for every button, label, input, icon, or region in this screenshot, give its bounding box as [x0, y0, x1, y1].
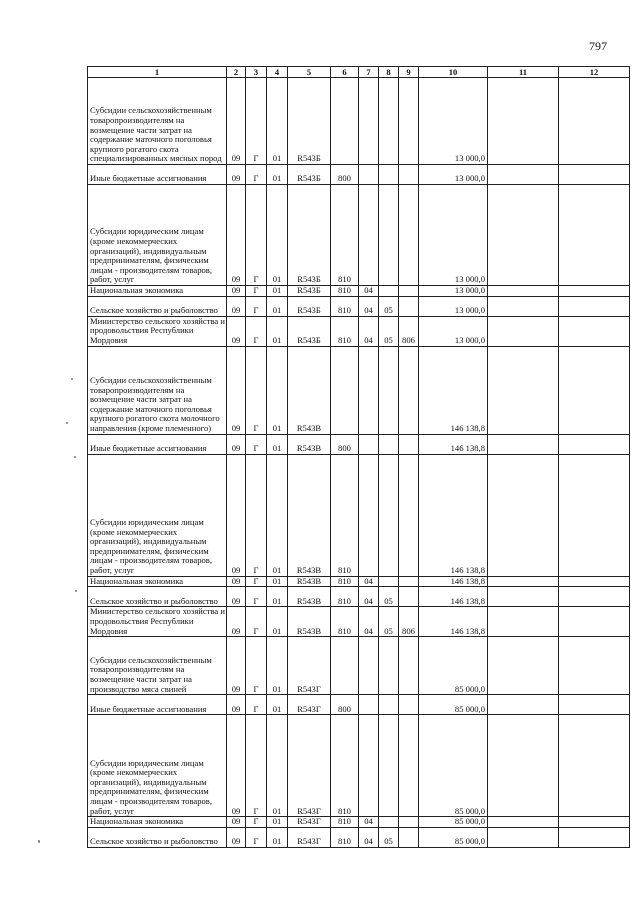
row-description: Национальная экономика [88, 576, 227, 587]
cell-c4: 01 [267, 165, 288, 185]
cell-c4: 01 [267, 637, 288, 695]
cell-c4: 01 [267, 576, 288, 587]
cell-c3: Г [246, 78, 267, 165]
row-description: Субсидии юридическим лицам (кроме некоммерческих организаций), индивидуальным предпринимателям, физическим лицам - производителям товаров, работ, услуг [88, 185, 227, 286]
cell-c9 [399, 296, 419, 316]
cell-c10: 146 138,8 [419, 587, 488, 607]
cell-c9 [399, 346, 419, 434]
cell-c3: Г [246, 346, 267, 434]
cell-c6: 810 [331, 454, 359, 576]
scan-speck [74, 456, 76, 458]
column-header-3: 3 [246, 67, 267, 78]
cell-c4: 01 [267, 827, 288, 847]
cell-c9 [399, 827, 419, 847]
cell-c12 [559, 695, 630, 715]
row-description: Министерство сельского хозяйства и продовольствия Республики Мордовия [88, 607, 227, 637]
cell-c12 [559, 185, 630, 286]
cell-c4: 01 [267, 316, 288, 346]
column-header-4: 4 [267, 67, 288, 78]
cell-c12 [559, 576, 630, 587]
cell-c5: R543Б [288, 296, 331, 316]
cell-c12 [559, 637, 630, 695]
cell-c11 [488, 695, 559, 715]
cell-c2: 09 [227, 637, 246, 695]
cell-c12 [559, 715, 630, 817]
row-description: Министерство сельского хозяйства и продовольствия Республики Мордовия [88, 316, 227, 346]
cell-c12 [559, 434, 630, 454]
table-row [88, 434, 630, 454]
cell-c12 [559, 296, 630, 316]
cell-c11 [488, 715, 559, 817]
cell-c2: 09 [227, 185, 246, 286]
column-header-6: 6 [331, 67, 359, 78]
row-description: Субсидии сельскохозяйственным товаропроизводителям на возмещение части затрат на производство мяса свиней [88, 637, 227, 695]
cell-c4: 01 [267, 607, 288, 637]
cell-c11 [488, 296, 559, 316]
cell-c9 [399, 637, 419, 695]
cell-c11 [488, 165, 559, 185]
cell-c4: 01 [267, 346, 288, 434]
cell-c6: 800 [331, 434, 359, 454]
cell-c4: 01 [267, 817, 288, 828]
cell-c4: 01 [267, 715, 288, 817]
cell-c5: R543Г [288, 827, 331, 847]
table-row [88, 316, 630, 346]
cell-c2: 09 [227, 695, 246, 715]
cell-c7 [359, 637, 379, 695]
cell-c8: 05 [379, 607, 399, 637]
column-header-8: 8 [379, 67, 399, 78]
cell-c11 [488, 346, 559, 434]
cell-c6 [331, 78, 359, 165]
cell-c9 [399, 78, 419, 165]
cell-c9 [399, 286, 419, 297]
cell-c4: 01 [267, 78, 288, 165]
cell-c7: 04 [359, 587, 379, 607]
cell-c2: 09 [227, 587, 246, 607]
scan-speck [38, 840, 40, 843]
cell-c6: 810 [331, 576, 359, 587]
cell-c7 [359, 695, 379, 715]
cell-c8 [379, 185, 399, 286]
cell-c5: R543В [288, 607, 331, 637]
cell-c11 [488, 78, 559, 165]
budget-table [87, 66, 630, 848]
cell-c7: 04 [359, 576, 379, 587]
cell-c9 [399, 185, 419, 286]
cell-c6: 810 [331, 827, 359, 847]
cell-c10: 85 000,0 [419, 695, 488, 715]
cell-c2: 09 [227, 78, 246, 165]
cell-c4: 01 [267, 185, 288, 286]
row-description: Сельское хозяйство и рыболовство [88, 296, 227, 316]
row-description: Субсидии сельскохозяйственным товаропроизводителям на возмещение части затрат на содержание маточного поголовья крупного рогатого скота молочного направления (кроме племенного) [88, 346, 227, 434]
cell-c3: Г [246, 637, 267, 695]
cell-c10: 13 000,0 [419, 78, 488, 165]
row-description: Иные бюджетные ассигнования [88, 434, 227, 454]
table-row [88, 587, 630, 607]
cell-c11 [488, 817, 559, 828]
cell-c3: Г [246, 576, 267, 587]
cell-c6: 810 [331, 185, 359, 286]
cell-c6: 810 [331, 817, 359, 828]
cell-c7 [359, 78, 379, 165]
cell-c8: 05 [379, 316, 399, 346]
cell-c11 [488, 185, 559, 286]
cell-c2: 09 [227, 817, 246, 828]
cell-c5: R543Г [288, 817, 331, 828]
table-body [88, 78, 630, 848]
cell-c10: 146 138,8 [419, 434, 488, 454]
cell-c2: 09 [227, 286, 246, 297]
cell-c5: R543Б [288, 316, 331, 346]
cell-c2: 09 [227, 296, 246, 316]
cell-c8: 05 [379, 587, 399, 607]
row-description: Сельское хозяйство и рыболовство [88, 587, 227, 607]
table-row [88, 695, 630, 715]
cell-c10: 146 138,8 [419, 607, 488, 637]
cell-c3: Г [246, 316, 267, 346]
cell-c3: Г [246, 695, 267, 715]
row-description: Иные бюджетные ассигнования [88, 165, 227, 185]
cell-c6 [331, 637, 359, 695]
cell-c11 [488, 587, 559, 607]
cell-c2: 09 [227, 316, 246, 346]
cell-c5: R543Б [288, 78, 331, 165]
cell-c2: 09 [227, 576, 246, 587]
cell-c5: R543В [288, 454, 331, 576]
cell-c8 [379, 454, 399, 576]
cell-c12 [559, 607, 630, 637]
cell-c5: R543В [288, 576, 331, 587]
column-header-11: 11 [488, 67, 559, 78]
cell-c5: R543Г [288, 715, 331, 817]
column-header-2: 2 [227, 67, 246, 78]
cell-c10: 85 000,0 [419, 637, 488, 695]
row-description: Субсидии сельскохозяйственным товаропроизводителям на возмещение части затрат на содержание маточного поголовья крупного рогатого скота специализированных мясных пород [88, 78, 227, 165]
cell-c4: 01 [267, 695, 288, 715]
cell-c9: 806 [399, 316, 419, 346]
cell-c10: 13 000,0 [419, 165, 488, 185]
scan-speck [71, 378, 73, 380]
cell-c12 [559, 817, 630, 828]
table-row [88, 827, 630, 847]
table-row [88, 715, 630, 817]
row-description: Субсидии юридическим лицам (кроме некоммерческих организаций), индивидуальным предпринимателям, физическим лицам - производителям товаров, работ, услуг [88, 454, 227, 576]
column-header-5: 5 [288, 67, 331, 78]
cell-c2: 09 [227, 454, 246, 576]
table-row [88, 817, 630, 828]
cell-c7: 04 [359, 817, 379, 828]
table-row [88, 78, 630, 165]
cell-c3: Г [246, 185, 267, 286]
row-description: Национальная экономика [88, 817, 227, 828]
cell-c3: Г [246, 434, 267, 454]
cell-c11 [488, 576, 559, 587]
cell-c6 [331, 346, 359, 434]
cell-c5: R543Б [288, 286, 331, 297]
table-row [88, 454, 630, 576]
cell-c8: 05 [379, 296, 399, 316]
cell-c11 [488, 286, 559, 297]
cell-c8 [379, 165, 399, 185]
cell-c10: 13 000,0 [419, 185, 488, 286]
cell-c5: R543Г [288, 637, 331, 695]
cell-c10: 85 000,0 [419, 827, 488, 847]
cell-c9 [399, 817, 419, 828]
cell-c8 [379, 78, 399, 165]
table-row [88, 296, 630, 316]
cell-c6: 810 [331, 296, 359, 316]
cell-c5: R543Б [288, 165, 331, 185]
cell-c10: 146 138,8 [419, 576, 488, 587]
cell-c12 [559, 346, 630, 434]
row-description: Сельское хозяйство и рыболовство [88, 827, 227, 847]
scan-speck [66, 422, 68, 424]
cell-c8 [379, 817, 399, 828]
cell-c11 [488, 637, 559, 695]
table-row [88, 607, 630, 637]
cell-c12 [559, 827, 630, 847]
column-header-10: 10 [419, 67, 488, 78]
cell-c7 [359, 434, 379, 454]
cell-c6: 800 [331, 165, 359, 185]
cell-c8 [379, 637, 399, 695]
cell-c8 [379, 695, 399, 715]
cell-c10: 13 000,0 [419, 286, 488, 297]
table-row [88, 576, 630, 587]
column-header-9: 9 [399, 67, 419, 78]
cell-c9 [399, 715, 419, 817]
cell-c7 [359, 165, 379, 185]
row-description: Национальная экономика [88, 286, 227, 297]
cell-c12 [559, 316, 630, 346]
cell-c11 [488, 607, 559, 637]
cell-c3: Г [246, 165, 267, 185]
cell-c8 [379, 576, 399, 587]
cell-c2: 09 [227, 607, 246, 637]
cell-c5: R543В [288, 434, 331, 454]
cell-c8: 05 [379, 827, 399, 847]
table-row [88, 185, 630, 286]
table-row [88, 286, 630, 297]
cell-c9 [399, 576, 419, 587]
cell-c4: 01 [267, 454, 288, 576]
column-header-12: 12 [559, 67, 630, 78]
cell-c7: 04 [359, 296, 379, 316]
cell-c7 [359, 346, 379, 434]
cell-c7: 04 [359, 607, 379, 637]
cell-c7: 04 [359, 316, 379, 346]
cell-c9 [399, 434, 419, 454]
row-description: Иные бюджетные ассигнования [88, 695, 227, 715]
cell-c2: 09 [227, 165, 246, 185]
cell-c11 [488, 454, 559, 576]
cell-c12 [559, 587, 630, 607]
header-row [88, 67, 630, 78]
cell-c10: 13 000,0 [419, 296, 488, 316]
cell-c8 [379, 715, 399, 817]
cell-c4: 01 [267, 296, 288, 316]
row-description: Субсидии юридическим лицам (кроме некоммерческих организаций), индивидуальным предпринимателям, физическим лицам - производителям товаров, работ, услуг [88, 715, 227, 817]
page-number: 797 [589, 39, 607, 53]
cell-c12 [559, 165, 630, 185]
cell-c5: R543В [288, 587, 331, 607]
cell-c10: 146 138,8 [419, 454, 488, 576]
cell-c5: R543Б [288, 185, 331, 286]
cell-c7 [359, 185, 379, 286]
column-header-1: 1 [88, 67, 227, 78]
cell-c9 [399, 695, 419, 715]
table-row [88, 165, 630, 185]
cell-c9 [399, 587, 419, 607]
cell-c7: 04 [359, 827, 379, 847]
cell-c3: Г [246, 607, 267, 637]
cell-c3: Г [246, 715, 267, 817]
cell-c6: 810 [331, 587, 359, 607]
cell-c9 [399, 454, 419, 576]
cell-c8 [379, 346, 399, 434]
cell-c10: 13 000,0 [419, 316, 488, 346]
cell-c2: 09 [227, 827, 246, 847]
cell-c9 [399, 165, 419, 185]
cell-c5: R543В [288, 346, 331, 434]
cell-c6: 810 [331, 286, 359, 297]
cell-c3: Г [246, 286, 267, 297]
cell-c8 [379, 286, 399, 297]
cell-c7 [359, 454, 379, 576]
cell-c11 [488, 316, 559, 346]
cell-c2: 09 [227, 346, 246, 434]
cell-c4: 01 [267, 286, 288, 297]
cell-c3: Г [246, 587, 267, 607]
cell-c6: 810 [331, 316, 359, 346]
table-row [88, 637, 630, 695]
cell-c4: 01 [267, 434, 288, 454]
cell-c3: Г [246, 454, 267, 576]
cell-c10: 85 000,0 [419, 715, 488, 817]
scan-speck [75, 590, 77, 592]
cell-c12 [559, 286, 630, 297]
cell-c3: Г [246, 817, 267, 828]
cell-c5: R543Г [288, 695, 331, 715]
cell-c7 [359, 715, 379, 817]
cell-c11 [488, 827, 559, 847]
cell-c3: Г [246, 296, 267, 316]
cell-c6: 810 [331, 607, 359, 637]
cell-c7: 04 [359, 286, 379, 297]
cell-c6: 800 [331, 695, 359, 715]
column-header-7: 7 [359, 67, 379, 78]
cell-c10: 85 000,0 [419, 817, 488, 828]
cell-c6: 810 [331, 715, 359, 817]
cell-c2: 09 [227, 715, 246, 817]
table-row [88, 346, 630, 434]
cell-c12 [559, 78, 630, 165]
cell-c10: 146 138,8 [419, 346, 488, 434]
cell-c4: 01 [267, 587, 288, 607]
cell-c3: Г [246, 827, 267, 847]
cell-c11 [488, 434, 559, 454]
cell-c2: 09 [227, 434, 246, 454]
cell-c8 [379, 434, 399, 454]
cell-c9: 806 [399, 607, 419, 637]
cell-c12 [559, 454, 630, 576]
